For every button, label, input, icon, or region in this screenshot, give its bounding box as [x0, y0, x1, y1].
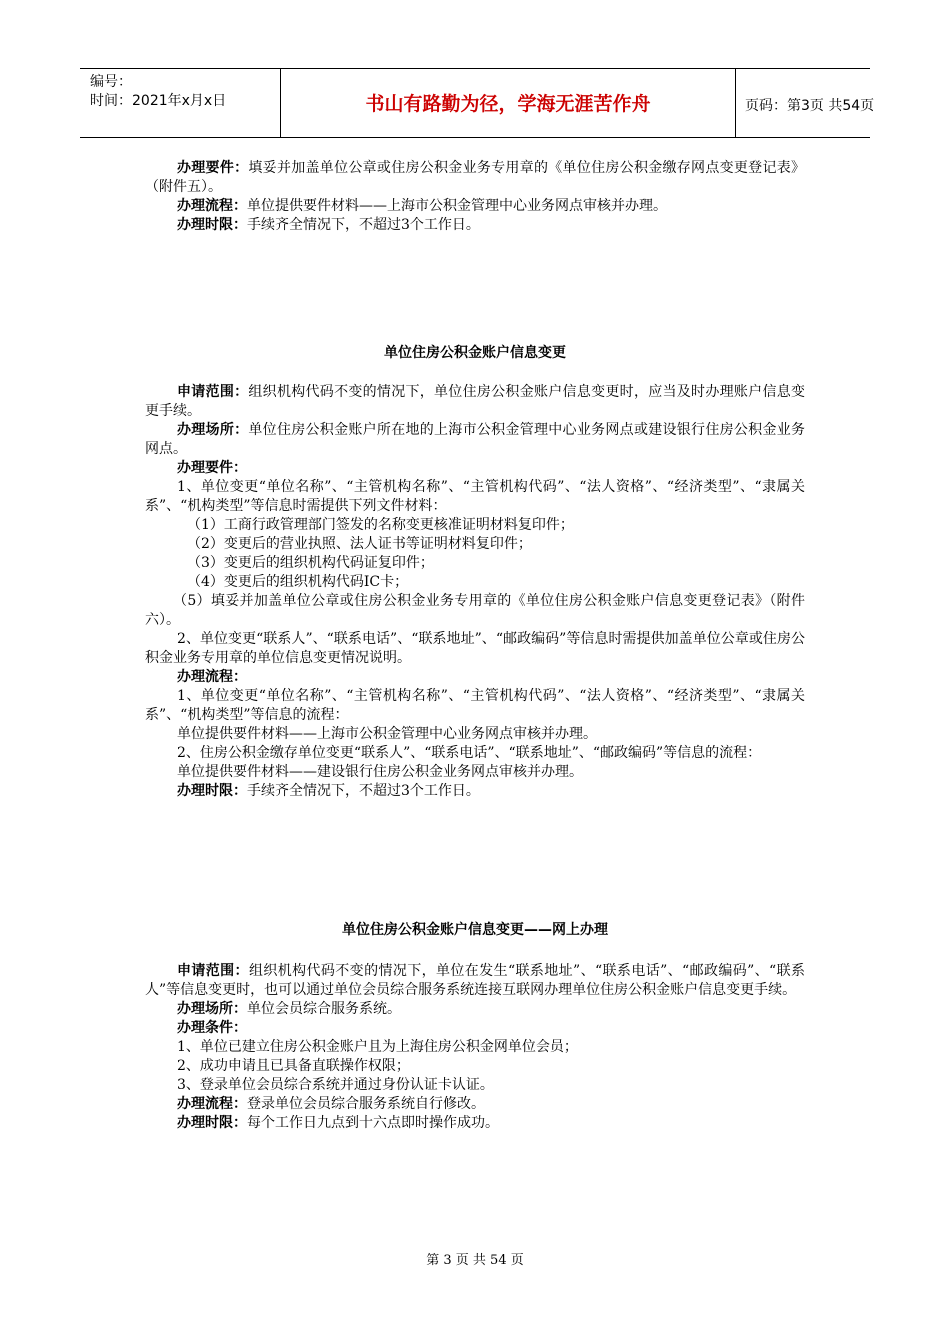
process-text: 单位提供要件材料——上海市公积金管理中心业务网点审核并办理。	[177, 726, 597, 742]
paragraph	[145, 1114, 805, 1133]
label-process: 办理流程：	[177, 198, 247, 214]
scope-text: 组织机构代码不变的情况下，单位在发生“联系地址”、“联系电话”、“邮政编码”、“联系人”等信息变更时，也可以通过单位会员综合服务系统连接互联网办理单位住房公积金账户信息变更手续。	[145, 963, 805, 998]
scope-text: 组织机构代码不变的情况下，单位住房公积金账户信息变更时，应当及时办理账户信息变更手续。	[145, 384, 806, 419]
place-text: 单位住房公积金账户所在地的上海市公积金管理中心业务网点或建设银行住房公积金业务网点。	[145, 422, 806, 457]
document-number: 编号：	[90, 74, 132, 90]
process-item: 1、单位变更“单位名称”、“主管机构名称”、“主管机构代码”、“法人资格”、“经济类型”、“隶属关系”、“机构类型”等信息的流程：	[145, 688, 805, 723]
condition-item: 1、单位已建立住房公积金账户且为上海住房公积金网单位会员；	[177, 1039, 578, 1055]
requirement-subitem: （1）工商行政管理部门签发的名称变更核准证明材料复印件；	[187, 517, 574, 533]
process-text: 登录单位会员综合服务系统自行修改。	[247, 1096, 485, 1112]
requirement-subitem: （3）变更后的组织机构代码证复印件；	[187, 555, 434, 571]
paragraph	[145, 421, 805, 459]
paragraph	[145, 159, 805, 197]
condition-item: 2、成功申请且已具备直联操作权限；	[177, 1058, 410, 1074]
paragraph	[145, 962, 805, 1000]
requirement-subitem: （2）变更后的营业执照、法人证书等证明材料复印件；	[187, 536, 532, 552]
document-time: 时间：2021年x月x日	[90, 93, 227, 109]
requirement-item: 1、单位变更“单位名称”、“主管机构名称”、“主管机构代码”、“法人资格”、“经济类型”、“隶属关系”、“机构类型”等信息时需提供下列文件材料：	[145, 479, 805, 514]
page-header	[80, 68, 875, 138]
paragraph	[145, 1095, 805, 1114]
header-page-info: 页码：第3页 共54页	[745, 98, 875, 114]
label-conditions: 办理条件：	[177, 1020, 247, 1036]
label-place: 办理场所：	[177, 422, 249, 438]
requirements-text: 填妥并加盖单位公章或住房公积金业务专用章的《单位住房公积金缴存网点变更登记表》（附件五）。	[145, 160, 806, 195]
label-process: 办理流程：	[177, 1096, 247, 1112]
label-scope: 申请范围：	[177, 384, 249, 400]
label-requirements: 办理要件：	[177, 460, 247, 476]
label-time-limit: 办理时限：	[177, 783, 247, 799]
label-time-limit: 办理时限：	[177, 217, 247, 233]
process-text: 单位提供要件材料——上海市公积金管理中心业务网点审核并办理。	[247, 198, 667, 214]
condition-item: 3、登录单位会员综合系统并通过身份认证卡认证。	[177, 1077, 494, 1093]
requirement-subitem: （5）填妥并加盖单位公章或住房公积金业务专用章的《单位住房公积金账户信息变更登记表》（附件六）。	[145, 593, 805, 628]
paragraph	[145, 197, 805, 216]
time-limit-text: 每个工作日九点到十六点即时操作成功。	[247, 1115, 499, 1131]
header-meta-cell	[80, 69, 280, 137]
place-text: 单位会员综合服务系统。	[247, 1001, 401, 1017]
label-time-limit: 办理时限：	[177, 1115, 247, 1131]
paragraph	[145, 782, 805, 801]
paragraph	[145, 216, 805, 235]
header-motto-cell	[280, 69, 736, 137]
label-scope: 申请范围：	[177, 963, 249, 979]
process-item: 2、住房公积金缴存单位变更“联系人”、“联系电话”、“联系地址”、“邮政编码”等信息的流程：	[177, 745, 762, 761]
page-footer: 第 3 页 共 54 页	[426, 1253, 524, 1268]
paragraph	[145, 459, 805, 478]
paragraph	[145, 1000, 805, 1019]
section-account-info-change	[145, 383, 805, 801]
paragraph	[145, 383, 805, 421]
motto: 书山有路勤为径，学海无涯苦作舟	[365, 93, 651, 115]
section-online-change	[145, 962, 805, 1133]
section-continuation	[145, 159, 805, 235]
label-requirements: 办理要件：	[177, 160, 249, 176]
header-page-cell	[735, 69, 875, 137]
time-limit-text: 手续齐全情况下，不超过3个工作日。	[247, 217, 480, 233]
paragraph	[145, 1019, 805, 1038]
label-place: 办理场所：	[177, 1001, 247, 1017]
section-title: 单位住房公积金账户信息变更——网上办理	[342, 922, 608, 938]
requirement-subitem: （4）变更后的组织机构代码IC卡；	[187, 574, 409, 590]
paragraph	[145, 668, 805, 687]
time-limit-text: 手续齐全情况下，不超过3个工作日。	[247, 783, 480, 799]
section-title: 单位住房公积金账户信息变更	[384, 345, 566, 361]
label-process: 办理流程：	[177, 669, 247, 685]
process-text: 单位提供要件材料——建设银行住房公积金业务网点审核并办理。	[177, 764, 583, 780]
requirement-item: 2、单位变更“联系人”、“联系电话”、“联系地址”、“邮政编码”等信息时需提供加盖单位公章或住房公积金业务专用章的单位信息变更情况说明。	[145, 631, 805, 666]
